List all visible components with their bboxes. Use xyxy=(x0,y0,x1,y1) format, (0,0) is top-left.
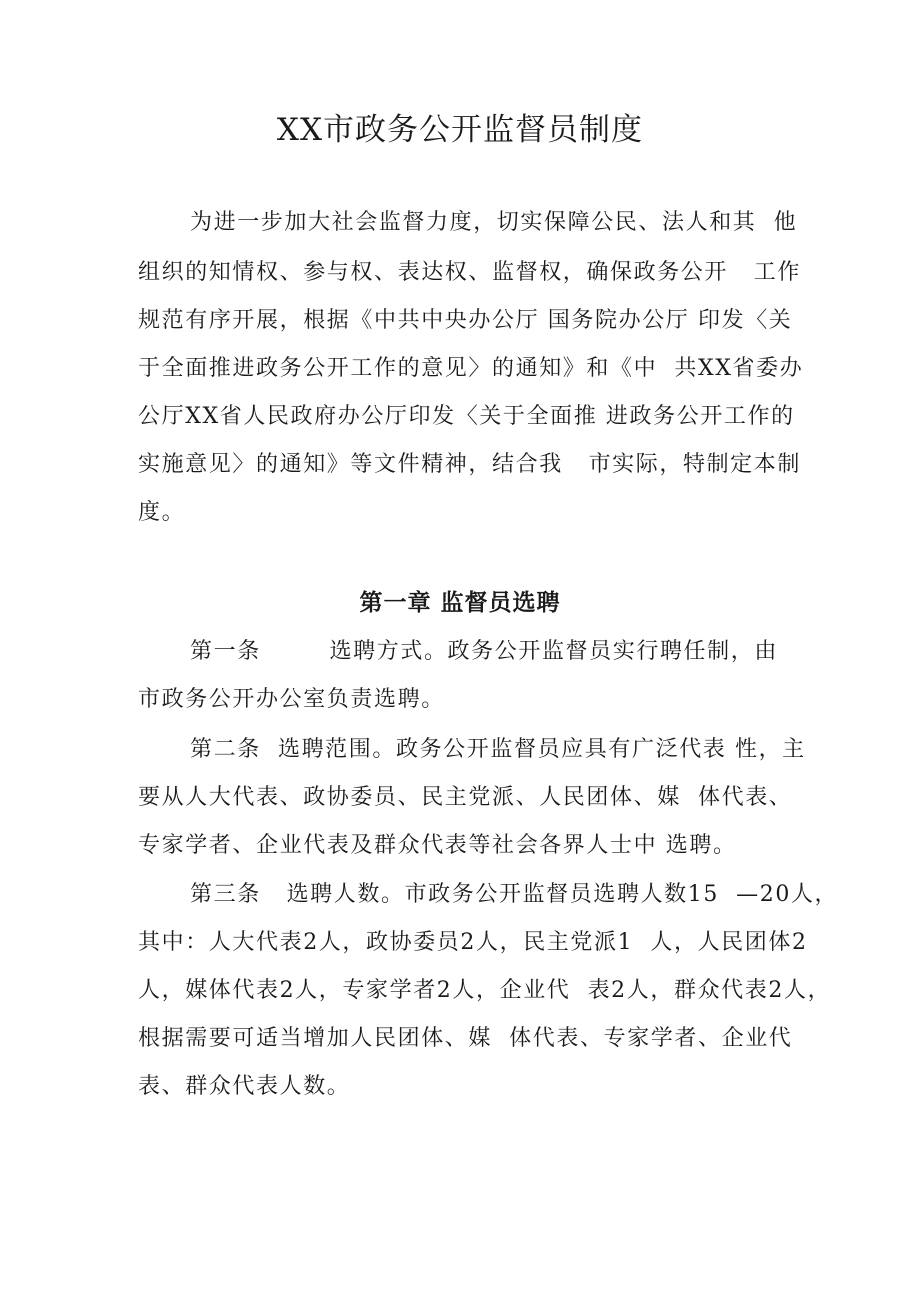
intro-line: 组织的知情权、参与权、表达权、监督权，确保政务公开 工作 xyxy=(138,260,801,285)
article-line: 第三条 选聘人数。市政务公开监督员选聘人数15 —20人， xyxy=(190,882,839,907)
article-line: 第二条 选聘范围。政务公开监督员应具有广泛代表 性，主 xyxy=(190,737,806,762)
intro-line: 于全面推进政务公开工作的意见〉的通知》和《中 共XX省委办 xyxy=(138,356,804,381)
article-line: 专家学者、企业代表及群众代表等社会各界人士中 选聘。 xyxy=(138,833,737,858)
article-line: 其中：人大代表2人，政协委员2人，民主党派1 人，人民团体2 xyxy=(138,930,808,955)
article-line: 人，媒体代表2人，专家学者2人，企业代 表2人，群众代表2人， xyxy=(138,978,832,1003)
document-title: XX市政务公开监督员制度 xyxy=(276,112,644,148)
intro-line: 为进一步加大社会监督力度，切实保障公民、法人和其 他 xyxy=(190,210,798,235)
intro-line: 实施意见〉的通知》等文件精神，结合我 市实际，特制定本制 xyxy=(138,452,801,477)
article-line: 要从人大代表、政协委员、民主党派、人民团体、媒 体代表、 xyxy=(138,785,793,810)
intro-line: 规范有序开展，根据《中共中央办公厅 国务院办公厅 印发〈关 xyxy=(138,308,793,333)
chapter-heading: 第一章 监督员选聘 xyxy=(359,590,561,616)
intro-line: 度。 xyxy=(138,500,186,525)
article-line: 表、群众代表人数。 xyxy=(138,1074,351,1099)
article-line: 市政务公开办公室负责选聘。 xyxy=(138,687,445,712)
intro-line: 公厅XX省人民政府办公厅印发〈关于全面推 进政务公开工作的 xyxy=(138,404,795,429)
article-line: 根据需要可适当增加人民团体、媒 体代表、专家学者、企业代 xyxy=(138,1026,793,1051)
article-line: 第一条 选聘方式。政务公开监督员实行聘任制，由 xyxy=(190,639,778,664)
